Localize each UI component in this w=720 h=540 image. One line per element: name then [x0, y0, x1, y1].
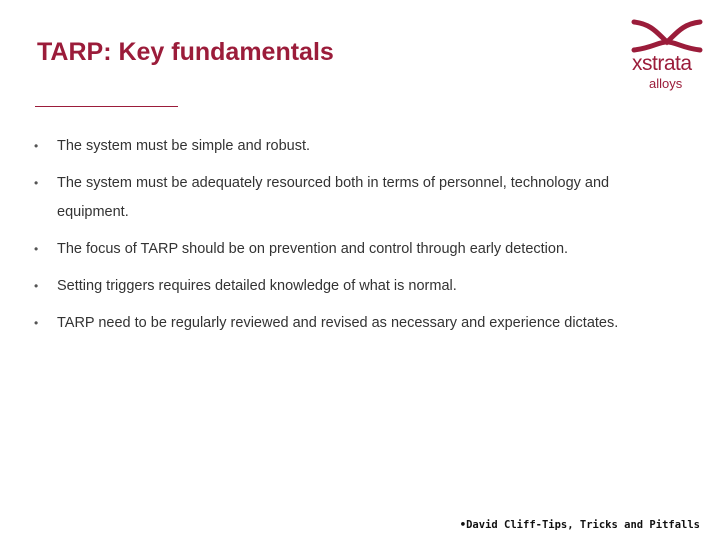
bullet-text: The system must be adequately resourced both in terms of personnel, technology and equipment. — [57, 175, 610, 220]
bullet-dot: • — [34, 279, 39, 293]
bullet-item — [34, 272, 674, 301]
logo-subtitle: alloys — [649, 76, 683, 91]
bullet-dot: • — [34, 242, 39, 256]
bullet-dot: • — [34, 316, 39, 330]
bullet-item — [34, 132, 674, 161]
slide-title: TARP: Key fundamentals — [37, 38, 334, 66]
bullet-text: The focus of TARP should be on prevention and control through early detection. — [57, 241, 569, 257]
bullet-item — [34, 169, 674, 227]
title-underline — [35, 106, 178, 107]
bullet-item — [34, 309, 674, 338]
bullet-text: Setting triggers requires detailed knowledge of what is normal. — [57, 278, 457, 294]
bullet-text: The system must be simple and robust. — [57, 138, 311, 154]
bullet-item — [34, 235, 674, 264]
bullet-text: TARP need to be regularly reviewed and revised as necessary and experience dictates. — [57, 315, 619, 331]
footer-credit: •David Cliff-Tips, Tricks and Pitfalls — [459, 519, 700, 531]
logo-wordmark: xstrata — [632, 52, 692, 75]
bullet-dot: • — [34, 139, 39, 153]
bullet-list — [34, 132, 674, 346]
bullet-dot: • — [34, 176, 39, 190]
